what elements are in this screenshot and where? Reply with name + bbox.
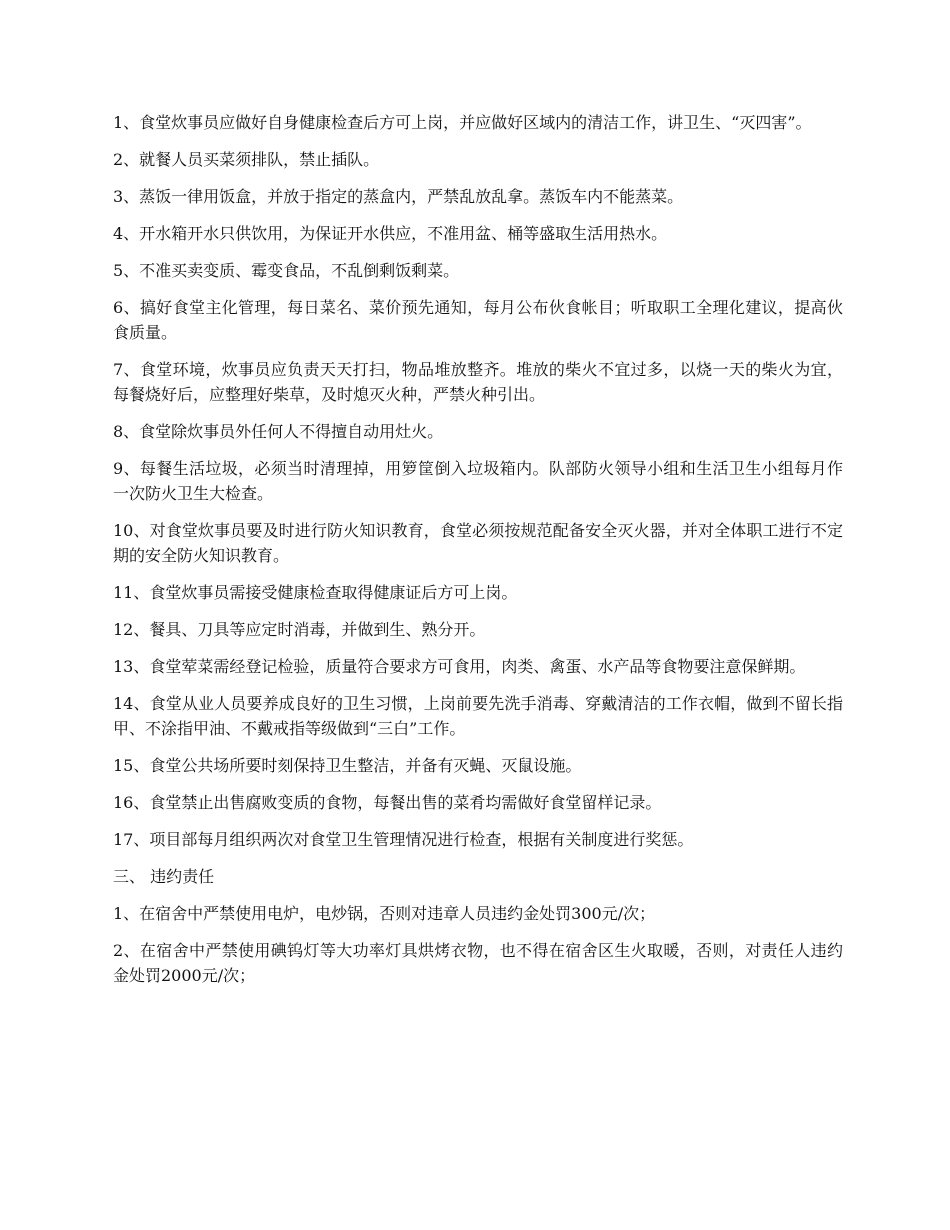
liability-clause-1: 1、在宿舍中严禁使用电炉，电炒锅，否则对违章人员违约金处罚300元/次； [113, 904, 656, 923]
document-body [113, 110, 843, 1000]
paragraph-5: 5、不准买卖变质、霉变食品，不乱倒剩饭剩菜。 [113, 261, 460, 280]
paragraph-11: 11、食堂炊事员需接受健康检查取得健康证后方可上岗。 [113, 583, 518, 602]
paragraph-13: 13、食堂荤菜需经登记检验，质量符合要求方可食用，肉类、禽蛋、水产品等食物要注意保鲜期。 [113, 657, 806, 676]
paragraph-8: 8、食堂除炊事员外任何人不得擅自动用灶火。 [113, 422, 444, 441]
paragraph-16: 16、食堂禁止出售腐败变质的食物，每餐出售的菜肴均需做好食堂留样记录。 [113, 793, 662, 812]
paragraph-3: 3、蒸饭一律用饭盒，并放于指定的蒸盒内，严禁乱放乱拿。蒸饭车内不能蒸菜。 [113, 187, 684, 206]
paragraph-15: 15、食堂公共场所要时刻保持卫生整洁，并备有灭蝇、灭鼠设施。 [113, 756, 582, 775]
paragraph-14: 14、食堂从业人员要养成良好的卫生习惯，上岗前要先洗手消毒、穿戴清洁的工作衣帽，做到不留长指甲、不涂指甲油、不戴戒指等级做到“三白”工作。 [113, 694, 843, 738]
paragraph-10: 10、对食堂炊事员要及时进行防火知识教育，食堂必须按规范配备安全灭火器，并对全体职工进行不定期的安全防火知识教育。 [113, 521, 843, 565]
paragraph-12: 12、餐具、刀具等应定时消毒，并做到生、熟分开。 [113, 620, 486, 639]
paragraph-6: 6、搞好食堂主化管理，每日菜名、菜价预先通知，每月公布伙食帐目；听取职工全理化建议，提高伙食质量。 [113, 298, 843, 342]
paragraph-4: 4、开水箱开水只供饮用，为保证开水供应，不准用盆、桶等盛取生活用热水。 [113, 224, 668, 243]
liability-clause-2: 2、在宿舍中严禁使用碘钨灯等大功率灯具烘烤衣物，也不得在宿舍区生火取暖，否则，对责任人违约金处罚2000元/次； [113, 941, 843, 985]
section-heading-liability: 三、 违约责任 [113, 867, 215, 886]
paragraph-1: 1、食堂炊事员应做好自身健康检查后方可上岗，并应做好区域内的清洁工作，讲卫生、“灭四害”。 [113, 113, 812, 132]
paragraph-9: 9、每餐生活垃圾，必须当时清理掉，用箩筐倒入垃圾箱内。队部防火领导小组和生活卫生小组每月作一次防火卫生大检查。 [113, 459, 843, 503]
paragraph-17: 17、项目部每月组织两次对食堂卫生管理情况进行检查，根据有关制度进行奖惩。 [113, 830, 694, 849]
paragraph-2: 2、就餐人员买菜须排队，禁止插队。 [113, 150, 380, 169]
paragraph-7: 7、食堂环境，炊事员应负责天天打扫，物品堆放整齐。堆放的柴火不宜过多，以烧一天的柴火为宜，每餐烧好后，应整理好柴草，及时熄灭火种，严禁火种引出。 [113, 360, 843, 404]
